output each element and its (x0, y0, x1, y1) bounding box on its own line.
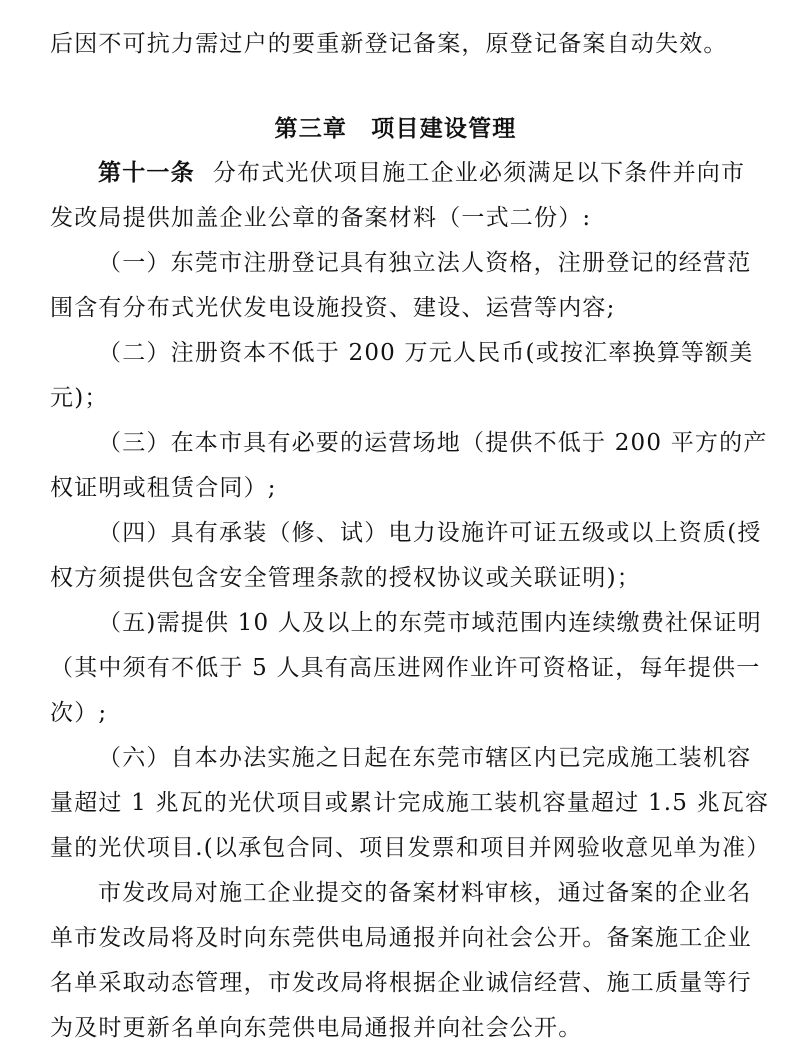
closing-line-1: 市发改局对施工企业提交的备案材料审核，通过备案的企业名 (98, 880, 752, 906)
article-label: 第十一条 (98, 159, 195, 186)
item-6-line-3: 量的光伏项目.(以承包合同、项目发票和项目并网验收意见单为准） (50, 835, 771, 861)
item-3-line-2: 权证明或租赁合同）; (50, 475, 277, 501)
paragraph-line: 后因不可抗力需过户的要重新登记备案，原登记备案自动失效。 (50, 31, 728, 57)
item-1-line-1: （一）东莞市注册登记具有独立法人资格，注册登记的经营范 (98, 250, 752, 276)
chapter-title: 第三章 项目建设管理 (274, 115, 517, 142)
item-5-line-1: （五)需提供 10 人及以上的东莞市域范围内连续缴费社保证明 (98, 610, 762, 636)
item-6-line-1: （六）自本办法实施之日起在东莞市辖区内已完成施工装机容 (98, 745, 752, 771)
item-2-line-2: 元)； (50, 385, 109, 411)
item-6-line-2: 量超过 1 兆瓦的光伏项目或累计完成施工装机容量超过 1.5 兆瓦容 (50, 790, 770, 816)
article-text: 分布式光伏项目施工企业必须满足以下条件并向市 (212, 160, 746, 186)
item-4-line-1: （四）具有承装（修、试）电力设施许可证五级或以上资质(授 (98, 520, 762, 546)
article-line: 发改局提供加盖企业公章的备案材料（一式二份）: (50, 205, 592, 231)
item-2-line-1: （二）注册资本不低于 200 万元人民币(或按汇率换算等额美 (98, 340, 754, 366)
item-4-line-2: 权方须提供包含安全管理条款的授权协议或关联证明)； (50, 565, 641, 591)
article-first-line (98, 157, 750, 189)
closing-line-2: 单市发改局将及时向东莞供电局通报并向社会公开。备案施工企业 (50, 925, 752, 951)
item-3-line-1: （三）在本市具有必要的运营场地（提供不低于 200 平方的产 (98, 430, 768, 456)
item-5-line-2: （其中须有不低于 5 人具有高压进网作业许可资格证，每年提供一 (50, 655, 761, 681)
item-1-line-2: 围含有分布式光伏发电设施投资、建设、运营等内容; (50, 295, 616, 321)
closing-line-3: 名单采取动态管理，市发改局将根据企业诚信经营、施工质量等行 (50, 970, 752, 996)
closing-line-4: 为及时更新名单向东莞供电局通报并向社会公开。 (50, 1015, 583, 1041)
item-5-line-3: 次）; (50, 700, 108, 726)
